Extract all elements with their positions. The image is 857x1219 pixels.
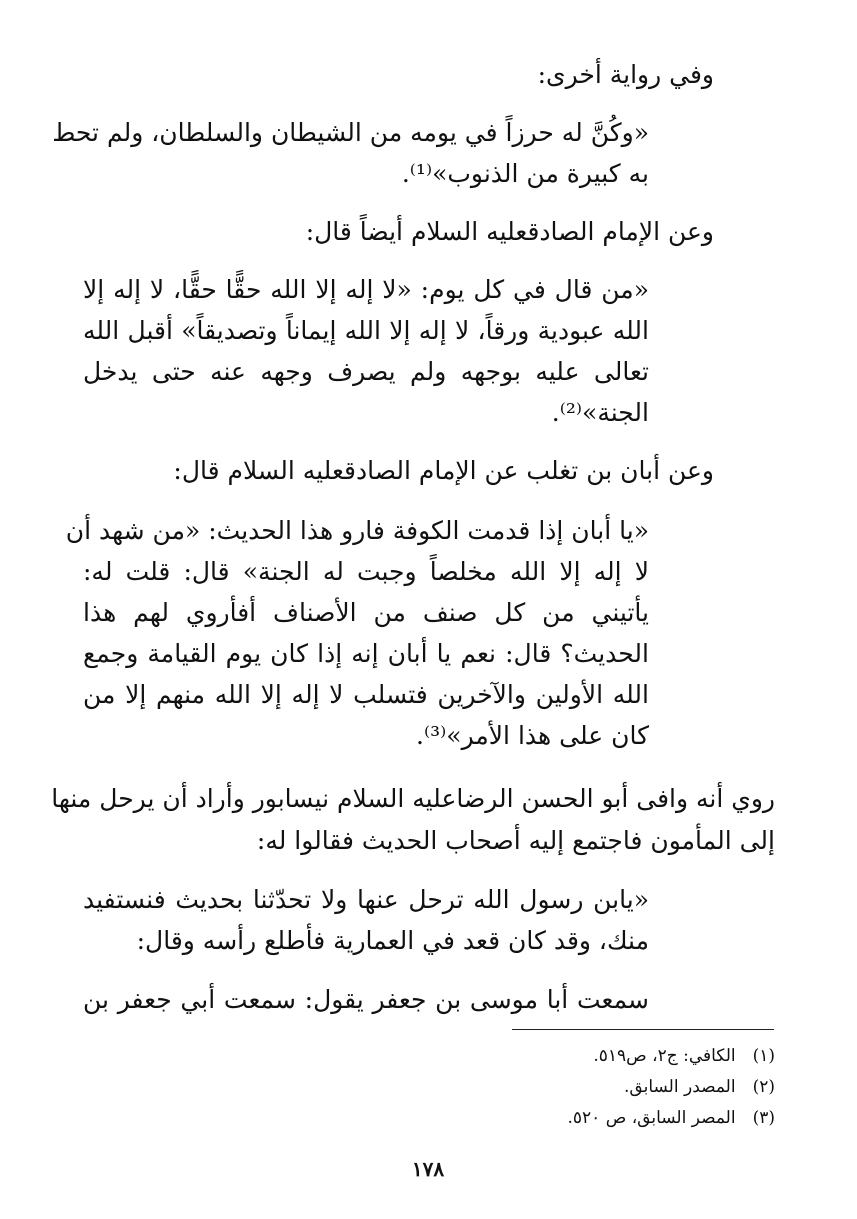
footnote-separator	[512, 1029, 774, 1030]
quote-line: منك، وقد كان قعد في العمارية فأطلع رأسه وقال:	[136, 926, 649, 955]
quote-line: كان على هذا الأمر»⁽³⁾.	[416, 721, 649, 750]
quote-line: به كبيرة من الذنوب»⁽¹⁾.	[401, 159, 649, 188]
quote-line: «يابن رسول الله ترحل عنها ولا تحدّثنا بحديث فنستفيد	[83, 885, 649, 914]
quote-line: الحديث؟ قال: نعم يا أبان إنه إذا كان يوم القيامة وجمع	[83, 639, 649, 668]
footnote	[593, 1045, 775, 1067]
text-line: إلى المأمون فاجتمع إليه أصحاب الحديث فقالوا له:	[256, 826, 775, 855]
text-line: وفي رواية أخرى:	[537, 60, 714, 89]
footnote-text: الكافي: ج٢، ص٥١٩.	[593, 1046, 736, 1066]
quote-line: «من قال في كل يوم: «لا إله إلا الله حقًّا حقًّا، لا إله إلا	[83, 275, 649, 304]
quote-line: الله الأولين والآخرين فتسلب لا إله إلا الله منهم إلا من	[83, 680, 649, 709]
footnote	[624, 1076, 775, 1098]
footnote-number: (٢)	[752, 1077, 775, 1097]
page-number: ١٧٨	[411, 1157, 445, 1181]
text-line: سمعت أبا موسى بن جعفر يقول: سمعت أبي جعفر بن	[83, 985, 649, 1014]
footnote-number: (١)	[752, 1046, 775, 1066]
quote-line: لا إله إلا الله مخلصاً وجبت له الجنة» قال: قلت له:	[83, 557, 649, 586]
text-line: وعن أبان بن تغلب عن الإمام الصادقعليه السلام قال:	[173, 456, 714, 485]
quote-line: الله عبودية ورقاً، لا إله إلا الله إيماناً وتصديقاً» أقبل الله	[83, 316, 649, 345]
quote-line: تعالى عليه بوجهه ولم يصرف وجهه عنه حتى يدخل	[83, 357, 649, 386]
quote-line: «يا أبان إذا قدمت الكوفة فارو هذا الحديث: «من شهد أن	[65, 516, 649, 545]
footnote-text: المصدر السابق.	[624, 1077, 736, 1097]
text-line: روي أنه وافى أبو الحسن الرضاعليه السلام نيسابور وأراد أن يرحل منها	[51, 784, 775, 813]
text-line: وعن الإمام الصادقعليه السلام أيضاً قال:	[305, 217, 714, 246]
quote-line: الجنة»⁽²⁾.	[551, 398, 649, 427]
quote-line: «وكُنَّ له حرزاً في يومه من الشيطان والسلطان، ولم تحط	[52, 118, 649, 147]
footnote-number: (٣)	[752, 1108, 775, 1128]
footnote	[568, 1107, 775, 1129]
quote-line: يأتيني من كل صنف من الأصناف أفأروي لهم هذا	[83, 598, 649, 627]
footnote-text: المصر السابق، ص ٥٢٠.	[567, 1108, 736, 1128]
